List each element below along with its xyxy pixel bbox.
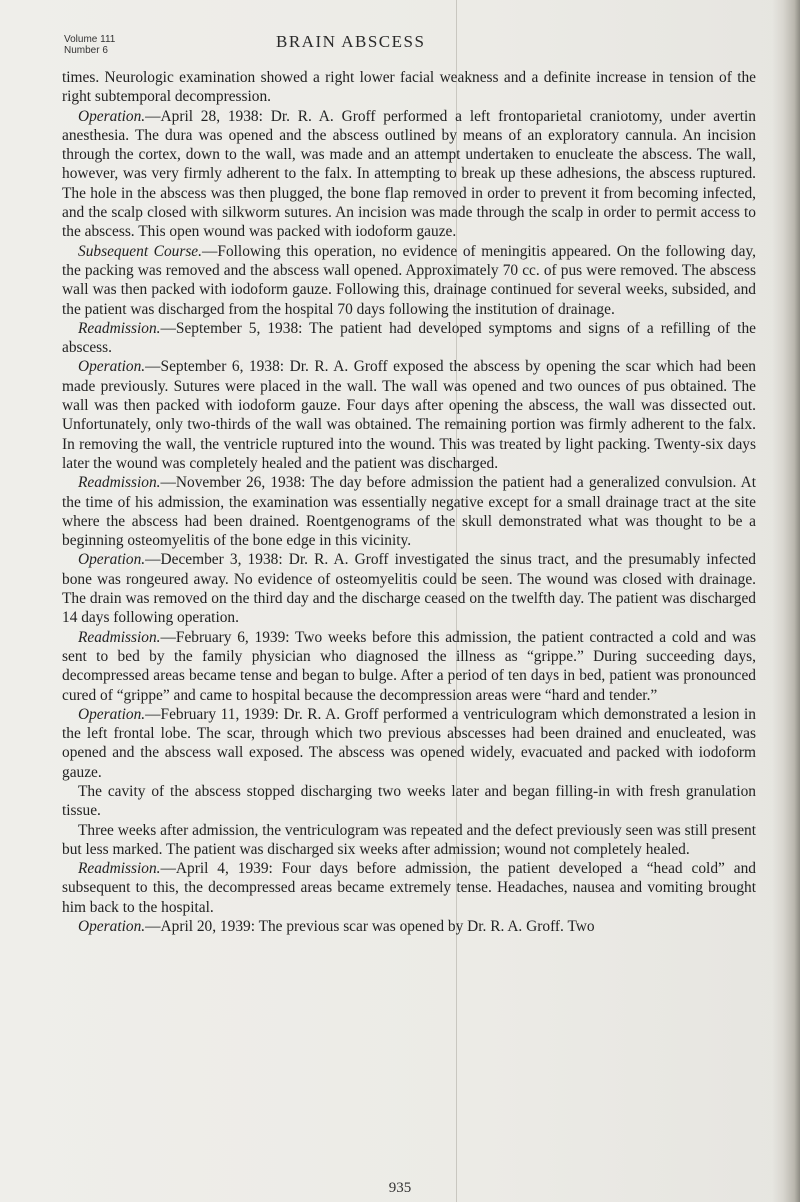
section-label: Operation.: [78, 705, 146, 723]
journal-title: BRAIN ABSCESS: [276, 32, 426, 51]
paragraph: [62, 357, 756, 473]
volume-number-label: [64, 34, 115, 56]
paragraph-text: —February 11, 1939: Dr. R. A. Groff performed a ventriculogram which demonstrated a lesion in the left frontal lobe. The scar, through which two previous abscesses had been drained and enucleated, was opened and the abscess wall exposed. The abscess was opened widely, evacuated and packed with iodoform gauze.: [62, 705, 756, 781]
paragraph-text: —February 6, 1939: Two weeks before this admission, the patient contracted a cold and was sent to bed by the family physician who diagnosed the illness as “grippe.” During succeeding days, decompressed areas became tense and began to bulge. After a period of ten days in bed, patient was pronounced cured of “grippe” and came to hospital because the decompression areas were “hard and tender.”: [62, 628, 756, 704]
page-edge-shadow: [772, 0, 800, 1202]
section-label: Readmission.: [78, 474, 161, 492]
paragraph: [62, 107, 756, 242]
paragraph: [62, 628, 756, 705]
paragraph-text: —September 5, 1938: The patient had developed symptoms and signs of a refilling of the abscess.: [62, 319, 756, 357]
section-label: Operation.: [78, 358, 146, 376]
paragraph-text: Three weeks after admission, the ventriculogram was repeated and the defect previously seen was still present but less marked. The patient was discharged six weeks after admission; wound not completely healed.: [62, 821, 756, 858]
paragraph-text: —April 28, 1938: Dr. R. A. Groff performed a left frontoparietal craniotomy, under avertin anesthesia. The dura was opened and the abscess outlined by means of an exploratory cannula. An incision through the cortex, down to the wall, was made and an attempt undertaken to enucleate the abscess. The wall, however, was very firmly adherent to the falx. In attempting to break up these adhesions, the abscess ruptured. The hole in the abscess was then plugged, the bone flap removed in order to prevent it from becoming infected, and the scalp closed with silkworm sutures. An incision was made through the scalp in order to permit access to the abscess. This open wound was packed with iodoform gauze.: [62, 107, 756, 241]
section-label: Subsequent Course.: [78, 242, 202, 260]
paragraph-text: —November 26, 1938: The day before admission the patient had a generalized convulsion. At the time of his admission, the examination was essentially negative except for a small drainage tract at the site where the abscess had been drained. Roentgenograms of the skull demonstrated what was thought to be a beginning osteomyelitis of the bone edge in this vicinity.: [62, 474, 756, 550]
section-label: Readmission.: [78, 628, 161, 646]
page-number: 935: [388, 1180, 412, 1196]
paragraph: [62, 859, 756, 917]
paragraph-text: times. Neurologic examination showed a right lower facial weakness and a definite increase in tension of the right subtemporal decompression.: [62, 69, 756, 106]
paragraph-text: —December 3, 1938: Dr. R. A. Groff investigated the sinus tract, and the presumably infected bone was rongeured away. No evidence of osteomyelitis could be seen. The wound was closed with drainage. The drain was removed on the third day and the discharge ceased on the twelfth day. The patient was discharged 14 days following operation.: [62, 551, 756, 627]
running-head: [64, 30, 754, 64]
section-label: Readmission.: [78, 319, 161, 337]
paragraph: [62, 917, 756, 936]
paragraph-text: —April 20, 1939: The previous scar was opened by Dr. R. A. Groff. Two: [145, 918, 595, 936]
paragraph: [62, 68, 756, 107]
paragraph: [62, 705, 756, 782]
section-label: Operation.: [78, 918, 146, 936]
paragraph: [62, 550, 756, 627]
paragraph: [62, 242, 756, 319]
volume-label: Volume 111: [64, 34, 116, 45]
paragraph: [62, 473, 756, 550]
section-label: Operation.: [78, 551, 146, 569]
paragraph: [62, 782, 756, 821]
paragraph-text: —September 6, 1938: Dr. R. A. Groff exposed the abscess by opening the scar which had been made previously. Sutures were placed in the wall. The wall was opened and two ounces of pus obtained. The wall was then packed with iodoform gauze. Four days after opening the abscess, the wall was dissected out. Unfortunately, only two-thirds of the wall was obtained. The remaining portion was firmly adherent to the falx. In removing the wall, the ventricle ruptured into the wound. This was treated by light packing. Twenty-six days later the wound was completely healed and the patient was discharged.: [62, 358, 756, 472]
paragraph: [62, 319, 756, 358]
article-body: [62, 68, 756, 936]
paragraph-text: —April 4, 1939: Four days before admission, the patient developed a “head cold” and subsequent to this, the decompressed areas became extremely tense. Headaches, nausea and vomiting brought him back to the hospital.: [62, 860, 756, 916]
paragraph-text: The cavity of the abscess stopped discharging two weeks later and began filling-in with fresh granulation tissue.: [62, 782, 756, 820]
paragraph: [62, 821, 756, 860]
paragraph-text: —Following this operation, no evidence of meningitis appeared. On the following day, the packing was removed and the abscess wall opened. Approximately 70 cc. of pus were removed. The abscess wall was then packed with iodoform gauze. Following this, drainage continued for several weeks, subsided, and the patient was discharged from the hospital 70 days following the institution of drainage.: [62, 242, 757, 318]
number-label: Number 6: [64, 45, 108, 56]
section-label: Readmission.: [78, 860, 161, 878]
section-label: Operation.: [78, 107, 146, 125]
